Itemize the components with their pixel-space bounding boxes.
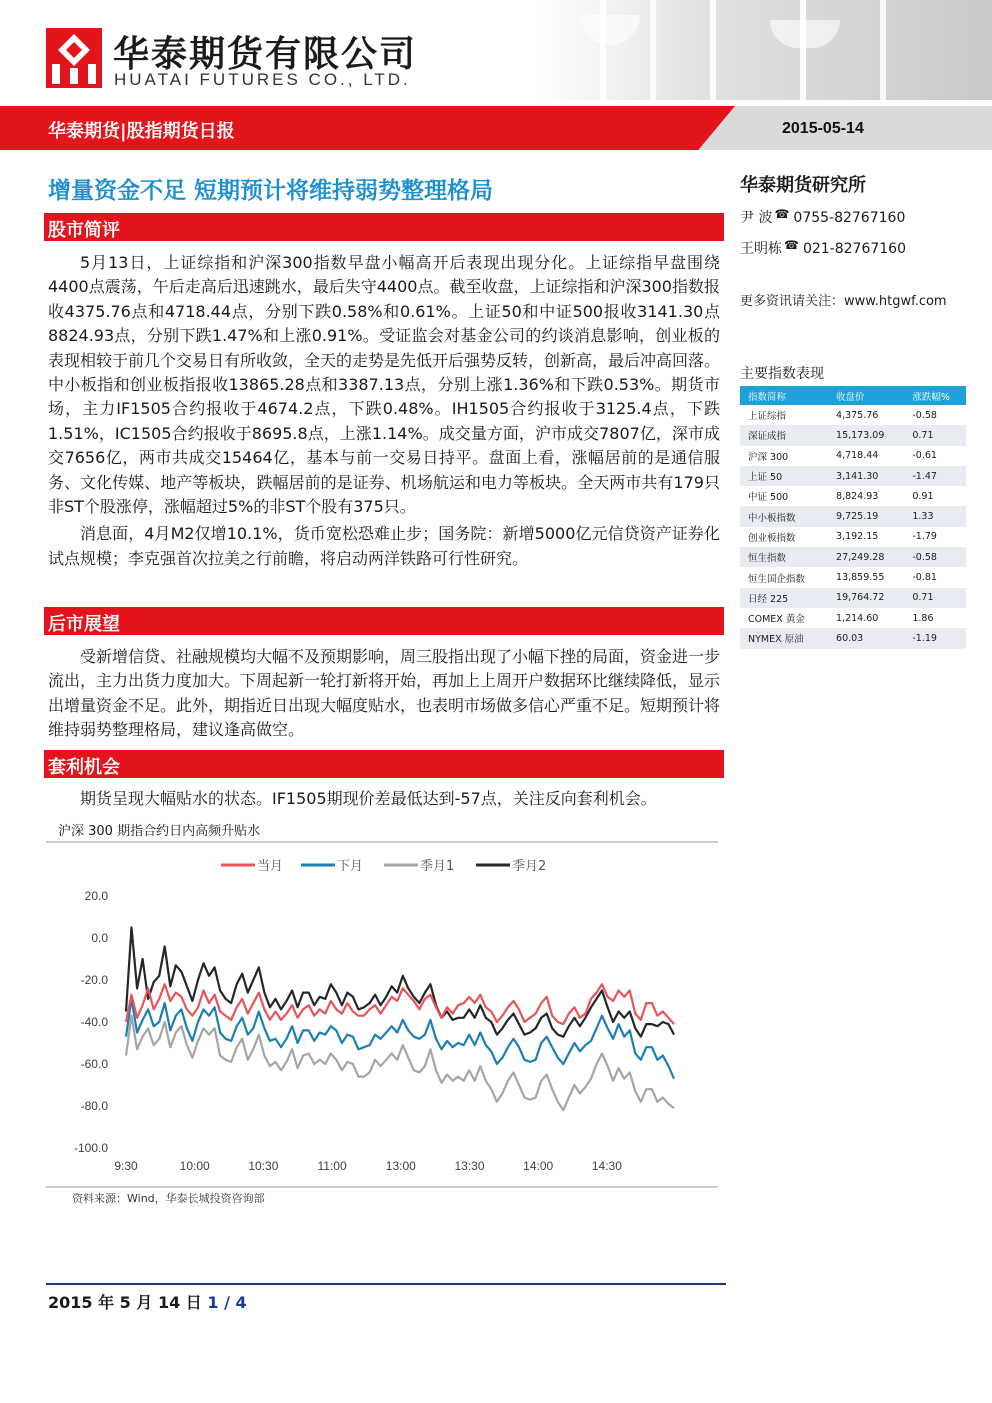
legend-label: 下月 [337,859,364,874]
x-tick-label: 13:30 [454,1159,485,1173]
change-pct-cell: -0.58 [904,405,966,425]
section-heading-market-review [44,213,724,241]
series-line-4 [126,928,674,1037]
y-tick-label: -80.0 [80,1099,108,1113]
index-name-cell: 恒生指数 [740,547,828,567]
table-row [740,567,966,587]
company-name-en: HUATAI FUTURES CO., LTD. [114,70,411,89]
footer [48,1290,247,1313]
more-info-label: 更多资讯请关注： [740,294,845,309]
close-price-cell: 13,859.55 [828,567,904,587]
index-name-cell: 中证 500 [740,486,828,506]
footer-date: 2015 年 5 月 14 日 [48,1293,202,1312]
index-performance-table [740,386,966,649]
table-row [740,486,966,506]
paragraph: 5月13日，上证综指和沪深300指数早盘小幅高开后表现出现分化。上证综指早盘围绕4400点震荡，午后走高后迅速跳水，最后失守4400点。截至收盘，上证综指和沪深300指数报收4375.76点和4718.44点，分别下跌0.58%和0.61%。上证50和中证500报收3141.30点8824.93点，分别下跌1.47%和上涨0.91%。受证监会对基金公司的约谈消息影响，创业板的表现相较于前几个交易日有所收敛，全天的走势是先低开后强势反转，创新高，最后冲高回落。中小板指和创业板指报收13865.28点和3387.13点，分别上涨1.36%和下跌0.53%。期货市场，主力IF1505合约报收于4674.2点，下跌0.48%。IH1505合约报收于3125.4点，下跌1.51%，IC1505合约报收于8695.8点，上涨1.14%。成交量方面，沪市成交7807亿，深市成交7656亿，两市共成交15464亿，基本与前一交易日持平。盘面上看，涨幅居前的是通信服务、文化传媒、地产等板块，跌幅居前的是证券、机场航运和电力等板块。全天两市共有179只非ST个股涨停，涨幅超过5%的非ST个股有375只。 [48,253,721,517]
paragraph: 受新增信贷、社融规模均大幅不及预期影响，周三股指出现了小幅下挫的局面，资金进一步流出，主力出货力度加大。下周起新一轮打新将开始，再加上上周开户数据环比继续降低，显示出增量资金不足。此外，期指近日出现大幅度贴水，也表明市场做多信心严重不足。短期预计将维持弱势整理格局，建议逢高做空。 [48,647,721,740]
close-price-cell: 1,214.60 [828,608,904,628]
close-price-cell: 4,375.76 [828,405,904,425]
page-header [0,0,992,100]
change-pct-cell: -1.47 [904,466,966,486]
index-name-cell: 中小板指数 [740,506,828,526]
change-pct-cell: -0.81 [904,567,966,587]
section-heading-outlook [44,607,724,635]
series-line-2 [126,999,674,1079]
y-tick-label: -100.0 [73,1141,108,1155]
table-row [740,466,966,486]
section-heading-label: 股市简评 [48,220,120,241]
index-name-cell: 深证成指 [740,425,828,445]
more-info [740,290,947,309]
analyst-name: 尹 波 [740,210,773,226]
research-institute-title: 华泰期货研究所 [740,175,866,196]
index-name-cell: 恒生国企指数 [740,567,828,587]
chart-bottom-rule [46,1186,718,1188]
column-header: 指数简称 [740,386,828,405]
table-row [740,608,966,628]
report-headline: 增量资金不足 短期预计将维持弱势整理格局 [48,178,494,204]
header-decoration [540,0,992,100]
column-header: 涨跌幅% [904,386,966,405]
legend-label: 当月 [257,859,284,874]
legend-label: 季月2 [512,859,547,874]
table-row [740,547,966,567]
y-tick-label: -60.0 [80,1057,108,1071]
close-price-cell: 15,173.09 [828,425,904,445]
table-row [740,446,966,466]
change-pct-cell: -0.61 [904,446,966,466]
x-tick-label: 14:00 [523,1159,554,1173]
change-pct-cell: -0.58 [904,547,966,567]
close-price-cell: 3,141.30 [828,466,904,486]
index-table-title: 主要指数表现 [740,366,824,382]
change-pct-cell: 0.71 [904,425,966,445]
index-name-cell: 上证 50 [740,466,828,486]
series-line-3 [126,1016,674,1110]
table-row [740,588,966,608]
chart-caption: 沪深 300 期指合约日内高频升贴水 [58,824,261,839]
table-row [740,527,966,547]
footer-rule [46,1283,726,1285]
y-tick-label: 20.0 [84,889,108,903]
y-tick-label: -40.0 [80,1015,108,1029]
index-name-cell: 沪深 300 [740,446,828,466]
basis-line-chart [46,843,718,1186]
legend-item [476,859,546,874]
close-price-cell: 4,718.44 [828,446,904,466]
legend-item [384,859,454,874]
change-pct-cell: -1.79 [904,527,966,547]
change-pct-cell: -1.19 [904,628,966,648]
index-name-cell: NYMEX 原油 [740,628,828,648]
table-header-row [740,386,966,405]
report-type-title: 华泰期货|股指期货日报 [48,121,235,142]
y-tick-label: -20.0 [80,973,108,987]
website-link[interactable]: www.htgwf.com [844,294,947,309]
column-header: 收盘价 [828,386,904,405]
table-row [740,405,966,425]
section-body-arbitrage [48,787,720,811]
analyst-name: 王明栋 [740,241,782,257]
table-row [740,425,966,445]
paragraph: 期货呈现大幅贴水的状态。IF1505期现价差最低达到-57点，关注反向套利机会。 [80,789,657,808]
legend-item [301,859,363,874]
table-row [740,506,966,526]
section-body-market-review [48,251,720,571]
change-pct-cell: 0.71 [904,588,966,608]
section-body-outlook [48,645,720,743]
change-pct-cell: 0.91 [904,486,966,506]
close-price-cell: 60.03 [828,628,904,648]
change-pct-cell: 1.86 [904,608,966,628]
x-tick-label: 13:00 [385,1159,416,1173]
index-name-cell: 上证综指 [740,405,828,425]
phone-icon: ☎ [774,207,790,221]
close-price-cell: 19,764.72 [828,588,904,608]
x-tick-label: 11:00 [317,1159,347,1173]
legend-item [221,858,283,874]
table-row [740,628,966,648]
chart-source: 资料来源：Wind，华泰长城投资咨询部 [72,1192,265,1205]
change-pct-cell: 1.33 [904,506,966,526]
analyst-phone: 0755-82767160 [793,210,906,226]
contact-analyst-2 [740,238,906,258]
x-tick-label: 14:30 [591,1159,622,1173]
index-name-cell: 日经 225 [740,588,828,608]
phone-icon: ☎ [784,238,799,252]
index-name-cell: 创业板指数 [740,527,828,547]
close-price-cell: 3,192.15 [828,527,904,547]
index-name-cell: COMEX 黄金 [740,608,828,628]
contact-analyst-1 [740,207,905,227]
huatai-logo-icon [46,28,102,88]
close-price-cell: 8,824.93 [828,486,904,506]
section-heading-arbitrage [44,750,724,778]
x-tick-label: 10:00 [179,1159,210,1173]
close-price-cell: 27,249.28 [828,547,904,567]
company-name-cn: 华泰期货有限公司 [113,34,418,75]
analyst-phone: 021-82767160 [802,241,906,257]
x-tick-label: 9:30 [114,1159,138,1173]
close-price-cell: 9,725.19 [828,506,904,526]
legend-label: 季月1 [420,859,455,874]
section-heading-label: 套利机会 [48,757,120,778]
section-heading-label: 后市展望 [48,614,120,635]
page-number: 1 / 4 [207,1293,247,1312]
report-date: 2015-05-14 [782,120,864,137]
y-tick-label: 0.0 [91,931,108,945]
paragraph: 消息面，4月M2仅增10.1%，货币宽松恐难止步；国务院：新增5000亿元信贷资产证券化试点规模；李克强首次拉美之行前瞻，将启动两洋铁路可行性研究。 [48,524,720,568]
x-tick-label: 10:30 [248,1159,279,1173]
